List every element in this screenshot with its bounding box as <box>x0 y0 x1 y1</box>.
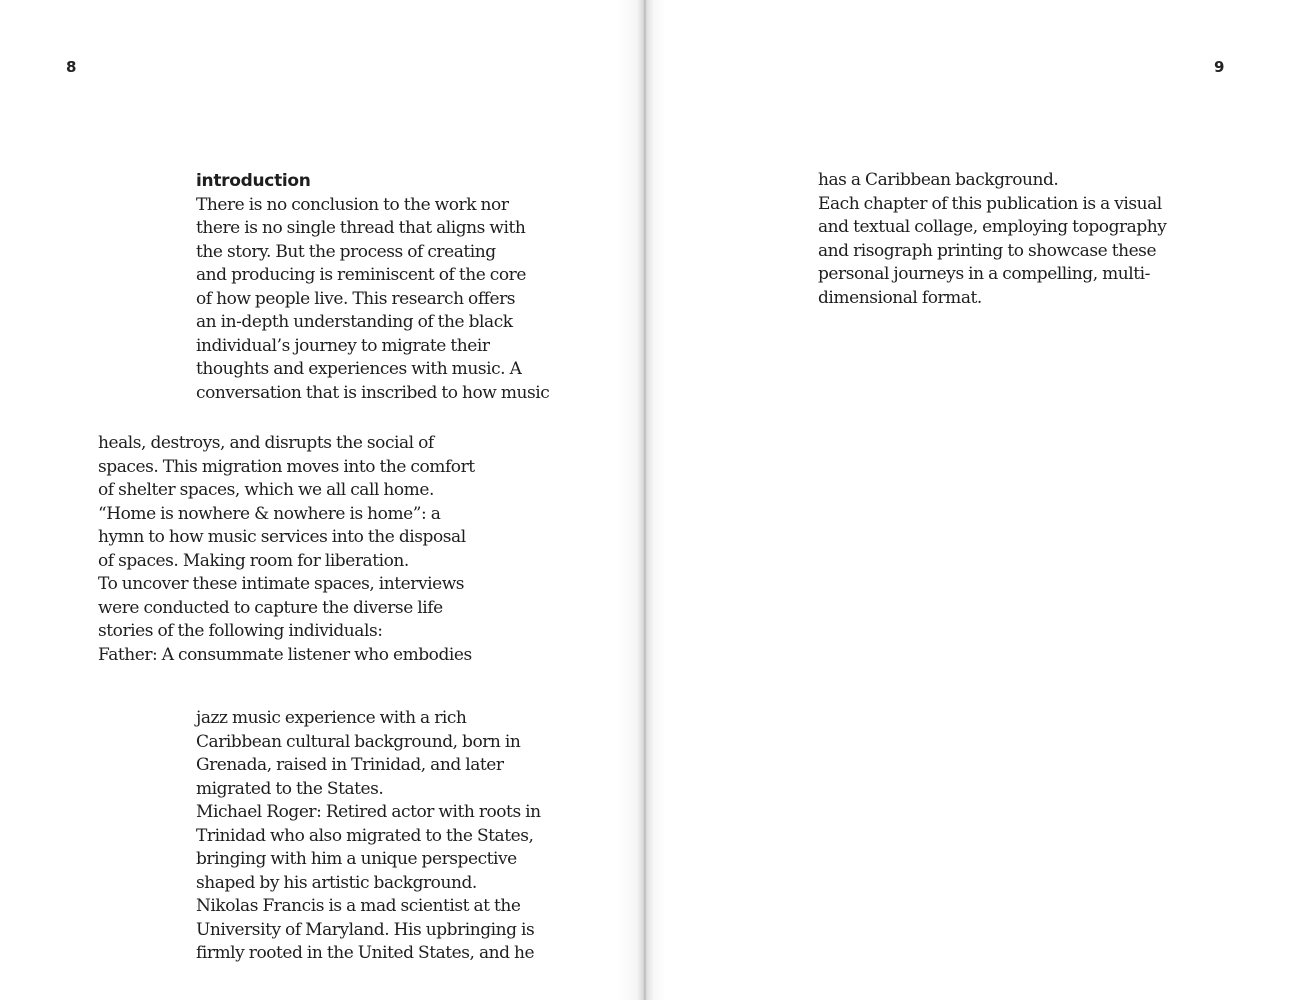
text-line: and risograph printing to showcase these <box>818 240 1157 261</box>
text-line: spaces. This migration moves into the comfort <box>98 456 475 477</box>
intro-text-block-3 <box>196 707 541 966</box>
text-line: “Home is nowhere & nowhere is home”: a <box>98 503 441 524</box>
text-line: conversation that is inscribed to how music <box>196 382 550 403</box>
text-line: an in-depth understanding of the black <box>196 312 513 332</box>
left-page <box>0 0 645 1000</box>
page-number-left: 8 <box>66 58 77 76</box>
text-line: dimensional format. <box>818 287 982 308</box>
text-line: Trinidad who also migrated to the States, <box>196 825 534 846</box>
text-line: of how people live. This research offers <box>196 288 516 309</box>
text-line: jazz music experience with a rich <box>196 708 467 728</box>
text-line: Caribbean cultural background, born in <box>196 731 521 752</box>
intro-text-block-1 <box>196 170 549 405</box>
text-line: of shelter spaces, which we all call home. <box>98 480 434 500</box>
section-heading: introduction <box>196 171 311 191</box>
right-page <box>645 0 1294 1000</box>
text-line: Father: A consummate listener who embodies <box>98 644 472 665</box>
text-line: Grenada, raised in Trinidad, and later <box>196 755 504 775</box>
text-line: heals, destroys, and disrupts the social of <box>98 433 434 453</box>
text-line: To uncover these intimate spaces, interviews <box>98 574 465 594</box>
text-line: firmly rooted in the United States, and he <box>196 943 535 963</box>
text-line: Each chapter of this publication is a visual <box>818 193 1162 214</box>
text-line: were conducted to capture the diverse life <box>98 597 443 618</box>
text-line: and textual collage, employing topography <box>818 217 1167 237</box>
text-line: Michael Roger: Retired actor with roots in <box>196 802 541 822</box>
text-line: hymn to how music services into the disposal <box>98 527 466 547</box>
text-line: stories of the following individuals: <box>98 621 383 641</box>
text-line: University of Maryland. His upbringing is <box>196 919 535 940</box>
text-line: Nikolas Francis is a mad scientist at the <box>196 896 521 916</box>
text-line: shaped by his artistic background. <box>196 872 477 893</box>
text-line: bringing with him a unique perspective <box>196 849 517 869</box>
text-line: personal journeys in a compelling, multi- <box>818 264 1150 284</box>
text-line: has a Caribbean background. <box>818 170 1059 190</box>
text-line: migrated to the States. <box>196 778 384 799</box>
text-line: the story. But the process of creating <box>196 241 496 262</box>
text-line: there is no single thread that aligns with <box>196 218 526 238</box>
text-line: of spaces. Making room for liberation. <box>98 550 409 571</box>
intro-text-block-4 <box>818 169 1166 310</box>
text-line: thoughts and experiences with music. A <box>196 359 522 379</box>
text-line: There is no conclusion to the work nor <box>196 194 509 215</box>
text-line: individual’s journey to migrate their <box>196 335 490 356</box>
text-line: and producing is reminiscent of the core <box>196 265 526 285</box>
intro-text-block-2 <box>98 432 475 667</box>
page-number-right: 9 <box>1214 58 1225 76</box>
